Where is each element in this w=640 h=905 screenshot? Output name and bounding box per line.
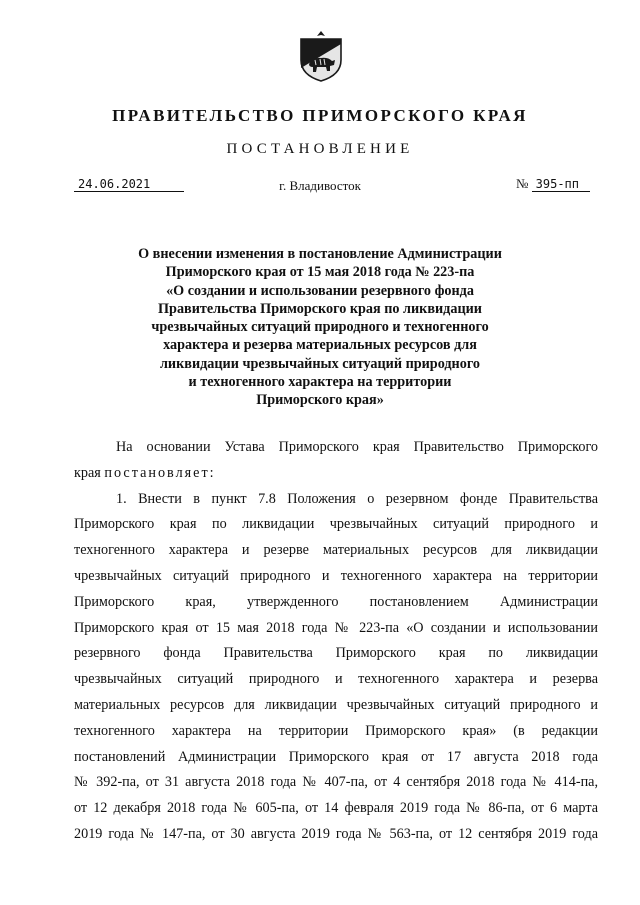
title-line: Приморского края» [256,392,384,409]
coat-of-arms-icon [295,30,347,82]
title-line: чрезвычайных ситуаций природного и техногенного [151,319,489,336]
title-line: и техногенного характера на территории [188,374,452,391]
intro-colon: : [209,464,214,481]
paragraph-line: чрезвычайных ситуаций природного и техногенного характера на территории [74,567,598,584]
number-value: 395-пп [532,177,590,192]
paragraph-line: Приморского края от 15 мая 2018 года № 223-па «О создании и использовании [74,619,598,636]
paragraph-line: техногенного характера на территории Приморского края» (в редакции [74,722,598,739]
document-type: ПОСТАНОВЛЕНИЕ [226,141,414,157]
title-line: О внесении изменения в постановление Администрации [138,246,502,262]
paragraph-line: Приморского края по ликвидации чрезвычайных ситуаций природного и [74,516,598,533]
document-city: г. Владивосток [279,178,361,193]
number-sign: № [516,176,529,191]
paragraph-line: 1. Внести в пункт 7.8 Положения о резервном фонде Правительства [116,490,598,507]
paragraph-line: постановлений Администрации Приморского края от 17 августа 2018 года [74,748,598,765]
title-line: ликвидации чрезвычайных ситуаций природного [159,355,481,372]
government-title: ПРАВИТЕЛЬСТВО ПРИМОРСКОГО КРАЯ [112,106,528,125]
paragraph-line: 2019 года № 147-па, от 30 августа 2019 года № 563-па, от 12 сентября 2019 года [74,825,598,842]
title-line: характера и резерва материальных ресурсов для [163,337,477,354]
resolution-title [110,245,530,410]
paragraph-line: № 392-па, от 31 августа 2018 года № 407-па, от 4 сентября 2018 года № 414-па, [74,774,598,791]
paragraph-line: материальных ресурсов для ликвидации чрезвычайных ситуаций природного и [74,696,598,713]
body-text [74,435,598,848]
title-line: Приморского края от 15 мая 2018 года № 223-па [165,264,475,281]
paragraph-line: от 12 декабря 2018 года № 605-па, от 14 февраля 2019 года № 86-па, от 6 марта [74,800,598,817]
paragraph-line: чрезвычайных ситуаций природного и техногенного характера и резерва [74,671,598,688]
intro-text: края [74,464,105,481]
title-line: Правительства Приморского края по ликвидации [158,300,482,317]
intro-line: На основании Устава Приморского края Правительство Приморского [116,439,598,455]
decree-word: постановляет [104,464,210,481]
document-number [516,177,594,192]
date-value: 24.06.2021 [78,177,151,191]
intro-line [74,461,598,487]
title-line: «О создании и использовании резервного фонда [166,282,474,299]
paragraph-line: Приморского края, утвержденного постановлением Администрации [74,593,598,610]
paragraph-line: резервного фонда Правительства Приморского края по ликвидации [74,645,598,662]
paragraph-line: техногенного характера и резерве материальных ресурсов для ликвидации [74,542,598,559]
